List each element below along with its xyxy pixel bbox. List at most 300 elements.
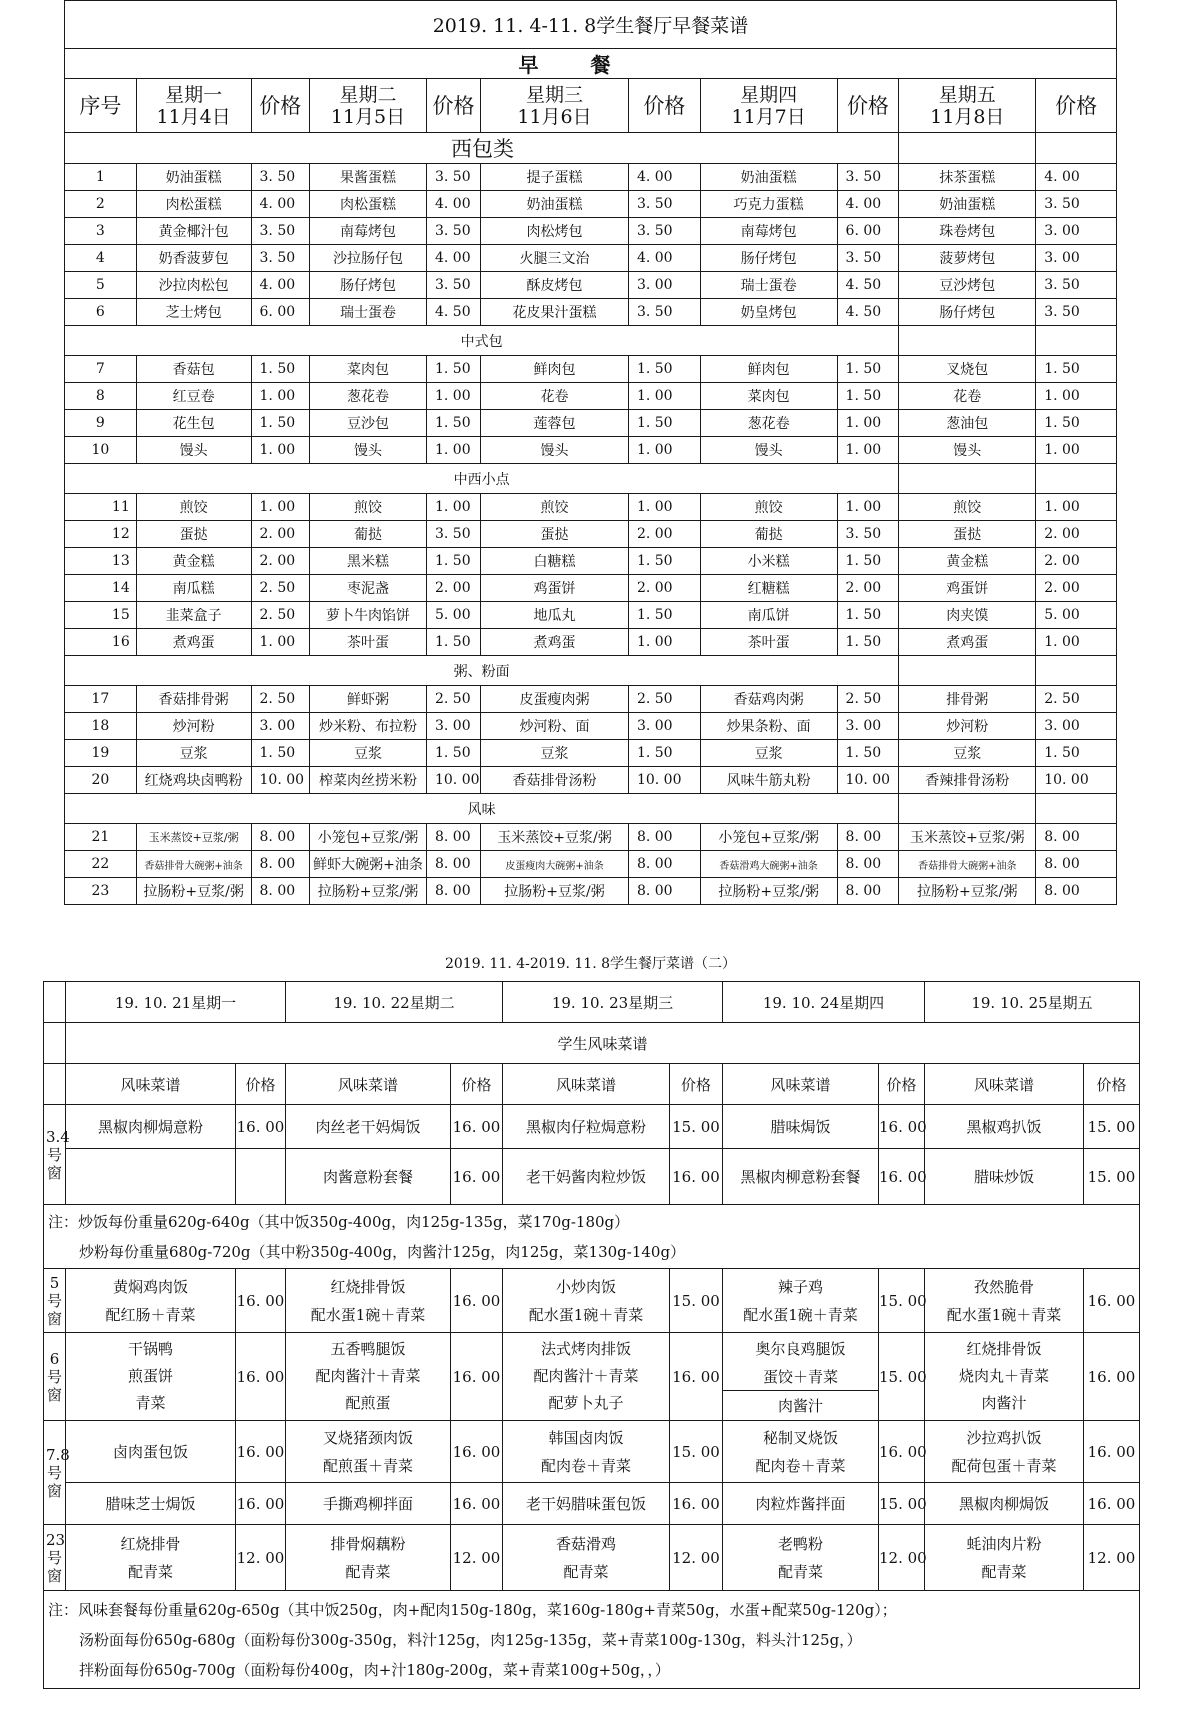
price-cell: 4. 50 [837, 299, 899, 326]
dish-cell: 南莓烤包 [310, 218, 427, 245]
dish-cell: 蛋挞 [136, 521, 251, 548]
dish-cell: 鲜虾大碗粥+油条 [310, 851, 427, 878]
dish-cell: 玉米蒸饺+豆浆/粥 [481, 824, 629, 851]
price-cell: 1. 00 [628, 383, 700, 410]
breakfast-menu-title: 2019. 11. 4-11. 8学生餐厅早餐菜谱 [65, 1, 1117, 49]
price-cell: 2. 00 [1036, 575, 1117, 602]
dish-cell: 煎饺 [310, 494, 427, 521]
dish-cell: 煮鸡蛋 [481, 629, 629, 656]
price-cell: 8. 00 [1036, 824, 1117, 851]
day-header-fri: 星期五 11月8日 [899, 79, 1036, 133]
dish-cell: 葱花卷 [700, 410, 837, 437]
dish-cell: 辣子鸡 配水蛋1碗＋青菜 [723, 1269, 879, 1333]
menu-row [65, 383, 1117, 410]
section-header-spacer [899, 464, 1036, 494]
dish-cell: 肠仔烤包 [700, 245, 837, 272]
price-cell: 16. 00 [451, 1483, 503, 1525]
dish-cell: 排骨粥 [899, 686, 1036, 713]
dish-cell: 香菇鸡肉粥 [700, 686, 837, 713]
row-number: 22 [65, 851, 137, 878]
price-cell: 1. 50 [837, 740, 899, 767]
dish-cell: 芝士烤包 [136, 299, 251, 326]
price-cell: 3. 00 [1036, 713, 1117, 740]
menu-row [65, 824, 1117, 851]
price-cell: 1. 50 [837, 629, 899, 656]
price-cell: 2. 00 [426, 575, 480, 602]
dish-cell: 黄金糕 [136, 548, 251, 575]
dish-cell: 炒河粉、面 [481, 713, 629, 740]
dish-cell: 馒头 [481, 437, 629, 464]
breakfast-menu-table [64, 0, 1117, 905]
corner-cell [44, 982, 66, 1023]
dish-cell [723, 1333, 879, 1421]
price-cell: 3. 00 [426, 713, 480, 740]
row-number: 20 [65, 767, 137, 794]
row-number: 19 [65, 740, 137, 767]
price-cell: 3. 50 [251, 245, 309, 272]
flavor-subtitle: 学生风味菜谱 [66, 1023, 1140, 1064]
price-cell: 16. 00 [236, 1269, 286, 1333]
price-cell: 16. 00 [451, 1421, 503, 1483]
price-cell: 3. 50 [837, 521, 899, 548]
dish-cell: 奶油蛋糕 [899, 191, 1036, 218]
price-cell: 15. 00 [1084, 1149, 1140, 1205]
section-header-spacer [899, 794, 1036, 824]
price-header: 价格 [628, 79, 700, 133]
dish-cell: 炒果条粉、面 [700, 713, 837, 740]
price-cell: 8. 00 [628, 824, 700, 851]
price-cell: 3. 50 [628, 299, 700, 326]
price-cell: 4. 00 [1036, 164, 1117, 191]
dish-cell: 菜肉包 [310, 356, 427, 383]
dish-cell: 豆沙烤包 [899, 272, 1036, 299]
price-cell: 1. 50 [628, 548, 700, 575]
section-header-spacer [1036, 464, 1117, 494]
price-cell: 1. 50 [426, 740, 480, 767]
dish-cell: 馒头 [700, 437, 837, 464]
dish-cell: 小炒肉饭 配水蛋1碗＋青菜 [503, 1269, 670, 1333]
price-cell: 4. 00 [426, 245, 480, 272]
price-cell: 10. 00 [837, 767, 899, 794]
dish-cell: 花卷 [899, 383, 1036, 410]
row-number: 3 [65, 218, 137, 245]
col-dish-header: 风味菜谱 [925, 1064, 1084, 1105]
price-cell: 8. 00 [426, 851, 480, 878]
col-price-header: 价格 [670, 1064, 723, 1105]
price-cell: 1. 50 [426, 356, 480, 383]
price-cell: 1. 50 [837, 602, 899, 629]
dish-cell: 肉粒炸酱拌面 [723, 1483, 879, 1525]
price-cell: 12. 00 [236, 1525, 286, 1591]
corner-cell [44, 1064, 66, 1105]
price-cell: 5. 00 [426, 602, 480, 629]
dish-cell: 花卷 [481, 383, 629, 410]
price-cell: 10. 00 [426, 767, 480, 794]
col-price-header: 价格 [236, 1064, 286, 1105]
price-cell: 2. 50 [837, 686, 899, 713]
price-header: 价格 [1036, 79, 1117, 133]
col-price-header: 价格 [879, 1064, 925, 1105]
price-cell: 8. 00 [251, 878, 309, 905]
dish-cell: 风味牛筋丸粉 [700, 767, 837, 794]
day-header-mon: 星期一 11月4日 [136, 79, 251, 133]
price-cell: 16. 00 [451, 1269, 503, 1333]
dish-cell: 腊味炒饭 [925, 1149, 1084, 1205]
price-cell: 8. 00 [628, 878, 700, 905]
date-header-wed: 19. 10. 23星期三 [503, 982, 723, 1023]
dish-cell: 拉肠粉+豆浆/粥 [136, 878, 251, 905]
dish-cell: 奶油蛋糕 [481, 191, 629, 218]
dish-cell: 榨菜肉丝捞米粉 [310, 767, 427, 794]
price-cell: 8. 00 [1036, 878, 1117, 905]
price-cell: 1. 50 [837, 383, 899, 410]
dish-cell: 红糖糕 [700, 575, 837, 602]
price-cell: 4. 00 [837, 191, 899, 218]
dish-cell: 馒头 [136, 437, 251, 464]
menu-row [65, 218, 1117, 245]
section-header: 风味 [65, 794, 899, 824]
section-header: 粥、粉面 [65, 656, 899, 686]
price-cell: 3. 50 [251, 218, 309, 245]
dish-cell: 红烧排骨饭 配水蛋1碗＋青菜 [286, 1269, 451, 1333]
price-cell: 3. 50 [251, 164, 309, 191]
dish-cell: 叉烧包 [899, 356, 1036, 383]
col-dish-header: 风味菜谱 [723, 1064, 879, 1105]
menu-row [65, 521, 1117, 548]
dish-cell [66, 1149, 236, 1205]
dish-cell: 香菇滑鸡 配青菜 [503, 1525, 670, 1591]
price-cell: 3. 50 [628, 218, 700, 245]
menu-row [65, 767, 1117, 794]
price-cell: 3. 50 [837, 164, 899, 191]
price-cell: 4. 50 [837, 272, 899, 299]
window-label-5: 5号窗 [44, 1269, 66, 1333]
menu-row [65, 602, 1117, 629]
section-header-spacer [899, 326, 1036, 356]
dish-cell: 提子蛋糕 [481, 164, 629, 191]
row-number: 2 [65, 191, 137, 218]
price-cell: 1. 50 [426, 548, 480, 575]
price-cell: 8. 00 [426, 878, 480, 905]
dish-cell: 干锅鸭 煎蛋饼 青菜 [66, 1333, 236, 1421]
price-cell: 1. 00 [628, 494, 700, 521]
price-cell: 1. 00 [251, 437, 309, 464]
price-cell: 1. 00 [1036, 494, 1117, 521]
section-header-spacer [899, 133, 1036, 164]
dish-cell: 沙拉鸡扒饭 配荷包蛋＋青菜 [925, 1421, 1084, 1483]
menu-row [65, 686, 1117, 713]
date-header-tue: 19. 10. 22星期二 [286, 982, 503, 1023]
menu-row [65, 356, 1117, 383]
dish-cell: 排骨焖藕粉 配青菜 [286, 1525, 451, 1591]
dish-cell: 香菇排骨大碗粥+油条 [136, 851, 251, 878]
price-cell: 10. 00 [1036, 767, 1117, 794]
col-price-header: 价格 [451, 1064, 503, 1105]
dish-cell: 蛋挞 [899, 521, 1036, 548]
dish-cell: 葱油包 [899, 410, 1036, 437]
price-cell: 4. 00 [628, 245, 700, 272]
dish-cell: 黑椒肉柳意粉套餐 [723, 1149, 879, 1205]
price-header: 价格 [251, 79, 309, 133]
dish-cell: 皮蛋瘦肉大碗粥+油条 [481, 851, 629, 878]
dish-cell: 枣泥盏 [310, 575, 427, 602]
dish-cell: 豆浆 [136, 740, 251, 767]
dish-cell: 肉丝老干妈焗饭 [286, 1105, 451, 1149]
dish-cell: 煮鸡蛋 [899, 629, 1036, 656]
price-cell: 1. 50 [426, 629, 480, 656]
price-cell: 15. 00 [670, 1269, 723, 1333]
dish-cell: 茶叶蛋 [310, 629, 427, 656]
price-cell: 1. 00 [837, 437, 899, 464]
price-cell: 15. 00 [1084, 1105, 1140, 1149]
flavor-menu-title: 2019. 11. 4-2019. 11. 8学生餐厅菜谱（二） [444, 956, 737, 972]
dish-cell: 老干妈酱肉粒炒饭 [503, 1149, 670, 1205]
price-cell: 4. 00 [251, 272, 309, 299]
dish-cell: 珠卷烤包 [899, 218, 1036, 245]
section-header: 西包类 [65, 133, 899, 164]
dish-cell: 肠仔烤包 [310, 272, 427, 299]
price-cell: 16. 00 [879, 1421, 925, 1483]
row-number: 17 [65, 686, 137, 713]
price-cell: 8. 00 [837, 851, 899, 878]
dish-cell: 豆浆 [899, 740, 1036, 767]
price-cell: 8. 00 [628, 851, 700, 878]
price-cell: 16. 00 [1084, 1333, 1140, 1421]
price-cell: 1. 00 [251, 383, 309, 410]
menu-row [65, 575, 1117, 602]
dish-cell: 瑞士蛋卷 [700, 272, 837, 299]
dish-cell: 煎饺 [700, 494, 837, 521]
dish-cell: 馒头 [899, 437, 1036, 464]
day-header-tue: 星期二 11月5日 [310, 79, 427, 133]
dish-cell: 蚝油肉片粉 配青菜 [925, 1525, 1084, 1591]
price-cell: 4. 00 [251, 191, 309, 218]
dish-cell: 葡挞 [310, 521, 427, 548]
dish-cell: 花生包 [136, 410, 251, 437]
price-cell: 3. 00 [1036, 245, 1117, 272]
date-header-mon: 19. 10. 21星期一 [66, 982, 286, 1023]
dish-cell: 小米糕 [700, 548, 837, 575]
dish-cell: 玉米蒸饺+豆浆/粥 [899, 824, 1036, 851]
price-cell: 16. 00 [236, 1483, 286, 1525]
price-cell: 1. 00 [837, 494, 899, 521]
row-number: 12 [65, 521, 137, 548]
price-cell: 15. 00 [879, 1333, 925, 1421]
price-cell: 1. 50 [628, 410, 700, 437]
menu-row [65, 629, 1117, 656]
price-cell: 4. 50 [426, 299, 480, 326]
price-cell: 2. 50 [251, 602, 309, 629]
price-cell: 1. 00 [1036, 383, 1117, 410]
dish-line: 奥尔良鸡腿饭 [755, 1339, 846, 1358]
menu-row [65, 878, 1117, 905]
price-cell: 6. 00 [837, 218, 899, 245]
dish-cell: 香辣排骨汤粉 [899, 767, 1036, 794]
row-number: 9 [65, 410, 137, 437]
menu-row [65, 299, 1117, 326]
row-number: 1 [65, 164, 137, 191]
price-cell: 16. 00 [670, 1149, 723, 1205]
dish-line: 蛋饺＋青菜 [762, 1367, 838, 1386]
dish-cell: 皮蛋瘦肉粥 [481, 686, 629, 713]
price-cell: 16. 00 [1084, 1269, 1140, 1333]
price-cell: 4. 00 [426, 191, 480, 218]
dish-cell: 鲜虾粥 [310, 686, 427, 713]
window-label-6: 6号窗 [44, 1333, 66, 1421]
corner-cell [44, 1023, 66, 1064]
col-dish-header: 风味菜谱 [286, 1064, 451, 1105]
row-number: 6 [65, 299, 137, 326]
dish-cell: 豆沙包 [310, 410, 427, 437]
row-number: 16 [65, 629, 137, 656]
menu-row [65, 164, 1117, 191]
price-cell: 2. 00 [628, 575, 700, 602]
window-label-3-4: 3.4号窗 [44, 1105, 66, 1205]
price-cell: 1. 00 [426, 437, 480, 464]
price-cell: 2. 00 [1036, 521, 1117, 548]
menu-row [65, 494, 1117, 521]
dish-cell: 黑椒肉柳焗意粉 [66, 1105, 236, 1149]
dish-cell: 豆浆 [700, 740, 837, 767]
dish-cell: 菠萝烤包 [899, 245, 1036, 272]
price-cell: 1. 00 [1036, 437, 1117, 464]
price-cell: 2. 50 [628, 686, 700, 713]
price-cell: 3. 00 [837, 713, 899, 740]
dish-cell: 拉肠粉+豆浆/粥 [899, 878, 1036, 905]
price-cell: 2. 50 [1036, 686, 1117, 713]
price-cell: 1. 50 [251, 356, 309, 383]
dish-cell: 炒河粉 [136, 713, 251, 740]
dish-cell: 孜然脆骨 配水蛋1碗＋青菜 [925, 1269, 1084, 1333]
dish-cell: 韩国卤肉饭 配肉卷＋青菜 [503, 1421, 670, 1483]
price-cell: 1. 00 [1036, 629, 1117, 656]
price-cell: 3. 50 [426, 521, 480, 548]
price-header: 价格 [837, 79, 899, 133]
day-header-thu: 星期四 11月7日 [700, 79, 837, 133]
dish-cell: 火腿三文治 [481, 245, 629, 272]
row-number: 21 [65, 824, 137, 851]
menu-row [65, 437, 1117, 464]
dish-cell: 韭菜盒子 [136, 602, 251, 629]
section-header-spacer [1036, 656, 1117, 686]
dish-cell: 叉烧猪颈肉饭 配煎蛋＋青菜 [286, 1421, 451, 1483]
dish-cell: 鸡蛋饼 [899, 575, 1036, 602]
dish-cell: 手撕鸡柳拌面 [286, 1483, 451, 1525]
menu-row [65, 245, 1117, 272]
price-cell: 2. 00 [837, 575, 899, 602]
dish-cell: 沙拉肠仔包 [310, 245, 427, 272]
price-cell: 3. 50 [1036, 299, 1117, 326]
dish-cell: 南瓜饼 [700, 602, 837, 629]
price-cell: 1. 00 [251, 629, 309, 656]
price-cell: 1. 50 [628, 356, 700, 383]
dish-cell: 黄金糕 [899, 548, 1036, 575]
dish-cell: 秘制叉烧饭 配肉卷＋青菜 [723, 1421, 879, 1483]
dish-cell: 酥皮烤包 [481, 272, 629, 299]
price-cell: 16. 00 [236, 1333, 286, 1421]
dish-cell: 鸡蛋饼 [481, 575, 629, 602]
price-cell: 6. 00 [251, 299, 309, 326]
dish-cell: 南莓烤包 [700, 218, 837, 245]
price-cell: 2. 50 [251, 575, 309, 602]
dish-cell: 蛋挞 [481, 521, 629, 548]
price-cell: 1. 00 [426, 494, 480, 521]
dish-cell: 黄金椰汁包 [136, 218, 251, 245]
price-cell: 3. 00 [628, 272, 700, 299]
price-cell: 1. 50 [1036, 410, 1117, 437]
price-cell: 1. 00 [837, 410, 899, 437]
dish-cell: 拉肠粉+豆浆/粥 [310, 878, 427, 905]
price-cell: 3. 50 [1036, 272, 1117, 299]
dish-cell: 莲蓉包 [481, 410, 629, 437]
row-number: 23 [65, 878, 137, 905]
price-cell: 3. 50 [837, 245, 899, 272]
price-cell: 3. 00 [1036, 218, 1117, 245]
dish-cell: 煎饺 [899, 494, 1036, 521]
dish-cell: 鲜肉包 [481, 356, 629, 383]
dish-cell: 红烧鸡块卤鸭粉 [136, 767, 251, 794]
dish-cell: 奶香菠萝包 [136, 245, 251, 272]
price-cell: 16. 00 [451, 1149, 503, 1205]
dish-cell: 黑椒肉仔粒焗意粉 [503, 1105, 670, 1149]
price-cell: 16. 00 [879, 1149, 925, 1205]
price-cell: 2. 00 [628, 521, 700, 548]
dish-cell: 鲜肉包 [700, 356, 837, 383]
price-cell: 3. 50 [426, 164, 480, 191]
dish-cell: 肉酱意粉套餐 [286, 1149, 451, 1205]
price-cell: 15. 00 [670, 1105, 723, 1149]
price-cell: 1. 50 [837, 548, 899, 575]
dish-cell: 红烧排骨饭 烧肉丸＋青菜 肉酱汁 [925, 1333, 1084, 1421]
dish-cell: 黑椒鸡扒饭 [925, 1105, 1084, 1149]
dish-cell: 肉松蛋糕 [310, 191, 427, 218]
row-number: 18 [65, 713, 137, 740]
dish-cell: 香菇排骨粥 [136, 686, 251, 713]
dish-cell: 红烧排骨 配青菜 [66, 1525, 236, 1591]
flavor-menu-table [43, 981, 1140, 1689]
menu-row [65, 272, 1117, 299]
price-cell: 16. 00 [1084, 1483, 1140, 1525]
dish-cell: 肉松烤包 [481, 218, 629, 245]
price-cell: 2. 50 [251, 686, 309, 713]
dish-cell: 抹茶蛋糕 [899, 164, 1036, 191]
price-cell: 1. 50 [1036, 356, 1117, 383]
dish-cell: 老鸭粉 配青菜 [723, 1525, 879, 1591]
dish-cell: 白糖糕 [481, 548, 629, 575]
price-cell: 16. 00 [451, 1333, 503, 1421]
price-cell: 10. 00 [251, 767, 309, 794]
dish-cell: 煎饺 [136, 494, 251, 521]
price-cell: 1. 50 [1036, 740, 1117, 767]
price-cell: 3. 50 [426, 272, 480, 299]
window-label-23: 23号窗 [44, 1525, 66, 1591]
price-cell: 1. 50 [251, 410, 309, 437]
dish-cell: 肉夹馍 [899, 602, 1036, 629]
price-cell: 2. 00 [251, 548, 309, 575]
dish-cell: 肠仔烤包 [899, 299, 1036, 326]
dish-cell: 菜肉包 [700, 383, 837, 410]
section-header-spacer [1036, 794, 1117, 824]
price-cell: 16. 00 [236, 1105, 286, 1149]
price-cell: 3. 50 [1036, 191, 1117, 218]
price-cell: 8. 00 [251, 851, 309, 878]
price-cell: 1. 00 [628, 437, 700, 464]
dish-cell: 小笼包+豆浆/粥 [700, 824, 837, 851]
price-cell: 16. 00 [670, 1333, 723, 1421]
dish-cell: 巧克力蛋糕 [700, 191, 837, 218]
dish-cell: 黄焖鸡肉饭 配红肠＋青菜 [66, 1269, 236, 1333]
price-cell: 16. 00 [879, 1105, 925, 1149]
